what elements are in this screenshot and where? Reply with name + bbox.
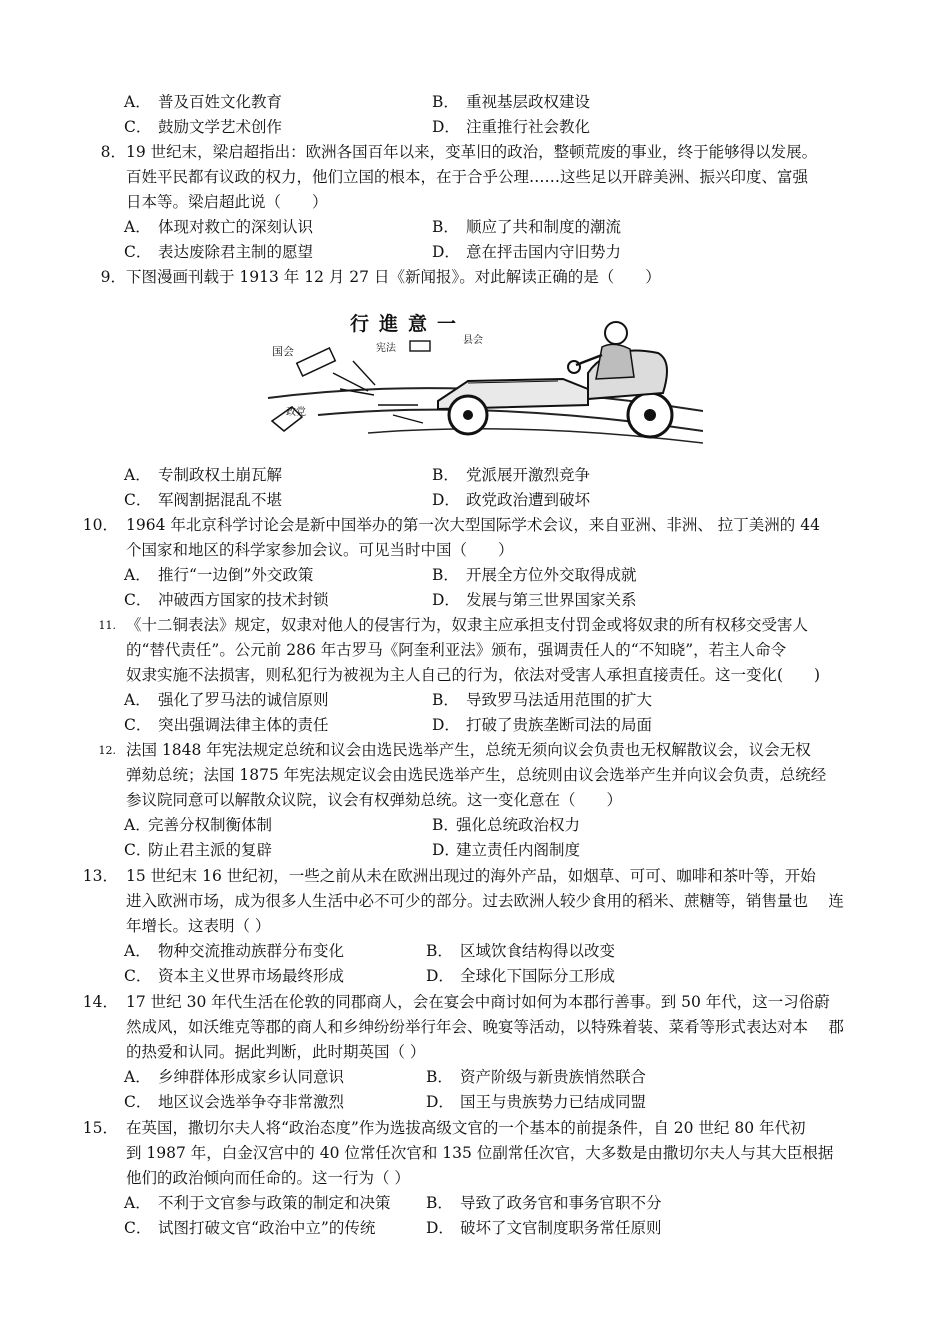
q14-option-c[interactable]: C． 地区议会选举争夺非常激烈: [124, 1093, 345, 1111]
q12-stem-line: 参议院同意可以解散众议院，议会有权弹劾总统。这一变化意在（ ）: [126, 791, 623, 809]
q15-number: 15．: [82, 1119, 118, 1137]
q11-option-a[interactable]: A． 强化了罗马法的诚信原则: [124, 691, 329, 709]
q9-option-a[interactable]: A． 专制政权土崩瓦解: [124, 466, 283, 484]
q10-stem-line: 1964 年北京科学讨论会是新中国举办的第一次大型国际学术会议，来自亚洲、非洲、 拉丁美洲的 44: [126, 516, 820, 534]
q14-stem-line: 17 世纪 30 年代生活在伦敦的同郡商人，会在宴会中商讨如何为本郡行善事。到 50 年代，这一习俗蔚: [126, 993, 830, 1011]
q10-option-c[interactable]: C． 冲破西方国家的技术封锁: [124, 591, 329, 609]
q13-option-d[interactable]: D． 全球化下国际分工形成: [426, 967, 616, 985]
cartoon-label: 县会: [463, 335, 483, 346]
q11-stem-line: 奴隶实施不法损害，则私犯行为被视为主人自己的行为，依法对受害人承担直接责任。这一变化( ): [126, 666, 821, 684]
q8-option-b[interactable]: B． 顺应了共和制度的潮流: [432, 218, 622, 236]
q11-stem-line: 的“替代责任”。公元前 286 年古罗马《阿奎利亚法》颁布，强调责任人的“不知晓”，若主人命令: [126, 641, 787, 659]
q7-option-c[interactable]: C． 鼓励文学艺术创作: [124, 118, 283, 136]
cartoon-label: 政党: [286, 407, 306, 418]
q14-option-a[interactable]: A． 乡绅群体形成家乡认同意识: [124, 1068, 345, 1086]
q10-option-b[interactable]: B． 开展全方位外交取得成就: [432, 566, 637, 584]
q8-number: 8．: [100, 143, 126, 161]
q12-stem-line: 法国 1848 年宪法规定总统和议会由选民选举产生，总统无须向议会负责也无权解散议会，议会无权: [126, 741, 811, 759]
q12-option-b[interactable]: B．强化总统政治权力: [432, 816, 581, 834]
q12-option-a[interactable]: A．完善分权制衡体制: [124, 816, 273, 834]
q7-option-d[interactable]: D． 注重推行社会教化: [432, 118, 591, 136]
q14-option-d[interactable]: D． 国王与贵族势力已结成同盟: [426, 1093, 647, 1111]
q15-option-d[interactable]: D． 破坏了文官制度职务常任原则: [426, 1219, 662, 1237]
q13-number: 13．: [82, 867, 118, 885]
q10-number: 10．: [82, 516, 118, 534]
q10-stem-line: 个国家和地区的科学家参加会议。可见当时中国（ ）: [126, 541, 514, 559]
q15-stem-line: 到 1987 年，白金汉宫中的 40 位常任次官和 135 位副常任次官，大多数是由撒切尔夫人与其大臣根据: [126, 1144, 834, 1162]
q15-stem-line: 他们的政治倾向而任命的。这一行为（ ）: [126, 1169, 410, 1187]
q8-stem-line: 日本等。梁启超此说（ ）: [126, 193, 328, 211]
q11-option-c[interactable]: C． 突出强调法律主体的责任: [124, 716, 329, 734]
q15-option-a[interactable]: A． 不利于文官参与政策的制定和决策: [124, 1194, 391, 1212]
q7-option-a[interactable]: A． 普及百姓文化教育: [124, 93, 283, 111]
q8-option-a[interactable]: A． 体现对救亡的深刻认识: [124, 218, 314, 236]
q14-number: 14．: [82, 993, 118, 1011]
q11-stem-line: 《十二铜表法》规定，奴隶对他人的侵害行为，奴隶主应承担支付罚金或将奴隶的所有权移交受害人: [126, 616, 809, 634]
q12-stem-line: 弹劾总统；法国 1875 年宪法规定议会由选民选举产生，总统则由议会选举产生并向议会负责，总统经: [126, 766, 827, 784]
q9-number: 9．: [100, 268, 126, 286]
q15-option-b[interactable]: B． 导致了政务官和事务官职不分: [426, 1194, 662, 1212]
q8-option-d[interactable]: D． 意在抨击国内守旧势力: [432, 243, 622, 261]
cartoon-label: 国会: [272, 345, 294, 358]
cartoon-title: 行進意一: [350, 314, 467, 335]
q13-option-c[interactable]: C． 资本主义世界市场最终形成: [124, 967, 345, 985]
q9-option-c[interactable]: C． 军阀割据混乱不堪: [124, 491, 283, 509]
q12-number: 12.: [98, 744, 116, 757]
q8-stem-line: 百姓平民都有议政的权力，他们立国的根本，在于合乎公理……这些足以开辟美洲、振兴印度、富强: [126, 168, 809, 186]
q8-option-c[interactable]: C． 表达废除君主制的愿望: [124, 243, 314, 261]
q10-option-d[interactable]: D． 发展与第三世界国家关系: [432, 591, 637, 609]
q8-stem-line: 19 世纪末，梁启超指出：欧洲各国百年以来，变革旧的政治，整顿荒废的事业，终于能够得以发展。: [126, 143, 818, 161]
q12-option-d[interactable]: D．建立责任内阁制度: [432, 841, 581, 859]
q15-option-c[interactable]: C． 试图打破文官“政治中立”的传统: [124, 1219, 376, 1237]
q15-stem-line: 在英国，撒切尔夫人将“政治态度”作为选拔高级文官的一个基本的前提条件，自 20 世纪 80 年代初: [126, 1119, 806, 1137]
q14-stem-line: 然成风，如沃维克等郡的商人和乡绅纷纷举行年会、晚宴等活动，以特殊着装、菜肴等形式表达对本 郡: [126, 1018, 844, 1036]
q9-option-d[interactable]: D． 政党政治遭到破坏: [432, 491, 591, 509]
q10-option-a[interactable]: A． 推行“一边倒”外交政策: [124, 566, 314, 584]
q13-stem-line: 15 世纪末 16 世纪初，一些之前从未在欧洲出现过的海外产品，如烟草、可可、咖啡和茶叶等，开始: [126, 867, 816, 885]
q13-stem-line: 进入欧洲市场，成为很多人生活中必不可少的部分。过去欧洲人较少食用的稻米、蔗糖等，销售量也 连: [126, 892, 844, 910]
q13-option-b[interactable]: B． 区域饮食结构得以改变: [426, 942, 616, 960]
q12-option-c[interactable]: C．防止君主派的复辟: [124, 841, 273, 859]
q11-option-d[interactable]: D． 打破了贵族垄断司法的局面: [432, 716, 653, 734]
q13-option-a[interactable]: A． 物种交流推动族群分布变化: [124, 942, 345, 960]
cartoon-label: 宪法: [376, 343, 396, 354]
q9-stem-line: 下图漫画刊载于 1913 年 12 月 27 日《新闻报》。对此解读正确的是（ ）: [126, 268, 661, 286]
q14-option-b[interactable]: B． 资产阶级与新贵族悄然联合: [426, 1068, 647, 1086]
q14-stem-line: 的热爱和认同。据此判断，此时期英国（ ）: [126, 1043, 426, 1061]
q13-stem-line: 年增长。这表明（ ）: [126, 917, 271, 935]
q9-option-b[interactable]: B． 党派展开激烈竞争: [432, 466, 591, 484]
q7-option-b[interactable]: B． 重视基层政权建设: [432, 93, 591, 111]
q11-option-b[interactable]: B． 导致罗马法适用范围的扩大: [432, 691, 653, 709]
cartoon-illustration: [258, 303, 703, 455]
q11-number: 11.: [98, 619, 116, 632]
